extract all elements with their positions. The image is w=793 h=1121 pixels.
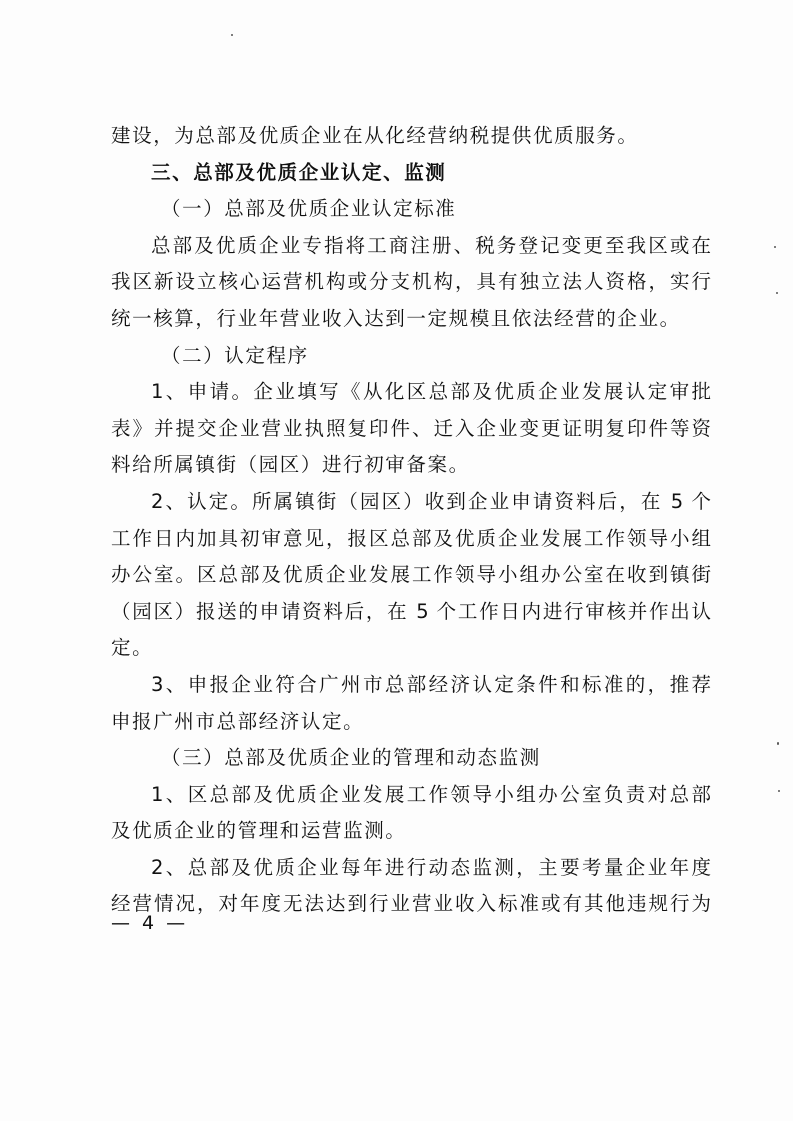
paragraph-line: 我区新设立核心运营机构或分支机构，具有独立法人资格，实行 [111,270,711,294]
paragraph-line: 申报广州市总部经济认定。 [111,709,365,733]
subsection-heading: （二）认定程序 [161,343,309,367]
paragraph-line: 经营情况，对年度无法达到行业营业收入标准或有其他违规行为 [111,892,711,916]
paragraph-line: 建设，为总部及优质企业在从化经营纳税提供优质服务。 [111,124,639,147]
paragraph-line: 定。 [111,636,154,660]
scan-speck [778,790,780,792]
paragraph-line: 1、申请。企业填写《从化区总部及优质企业发展认定审批 [151,380,711,404]
paragraph-line: 及优质企业的管理和运营监测。 [111,819,407,843]
subsection-heading: （三）总部及优质企业的管理和动态监测 [161,746,541,770]
page-number: — 4 — [111,912,189,934]
scan-speck [776,292,778,294]
section-heading: 三、总部及优质企业认定、监测 [151,160,447,184]
scan-speck [774,246,776,248]
paragraph-line: 2、认定。所属镇街（园区）收到企业申请资料后，在 5 个 [151,489,711,513]
paragraph-line: 工作日内加具初审意见，报区总部及优质企业发展工作领导小组 [111,526,711,550]
paragraph-line: 2、总部及优质企业每年进行动态监测，主要考量企业年度 [151,855,711,879]
paragraph-line: 总部及优质企业专指将工商注册、税务登记变更至我区或在 [151,233,711,257]
paragraph-line: 表》并提交企业营业执照复印件、迁入企业变更证明复印件等资 [111,416,711,440]
scan-speck [231,34,233,36]
paragraph-line: 统一核算，行业年营业收入达到一定规模且依法经营的企业。 [111,306,681,330]
paragraph-line: 3、申报企业符合广州市总部经济认定条件和标准的，推荐 [151,672,711,696]
paragraph-line: 办公室。区总部及优质企业发展工作领导小组办公室在收到镇街 [111,563,711,587]
document-body [111,118,711,923]
paragraph-line: 料给所属镇街（园区）进行初审备案。 [111,453,470,477]
paragraph-line: 1、区总部及优质企业发展工作领导小组办公室负责对总部 [151,782,711,806]
subsection-heading: （一）总部及优质企业认定标准 [161,197,457,221]
paragraph-line: （园区）报送的申请资料后，在 5 个工作日内进行审核并作出认 [111,599,711,623]
scan-speck [777,742,779,745]
